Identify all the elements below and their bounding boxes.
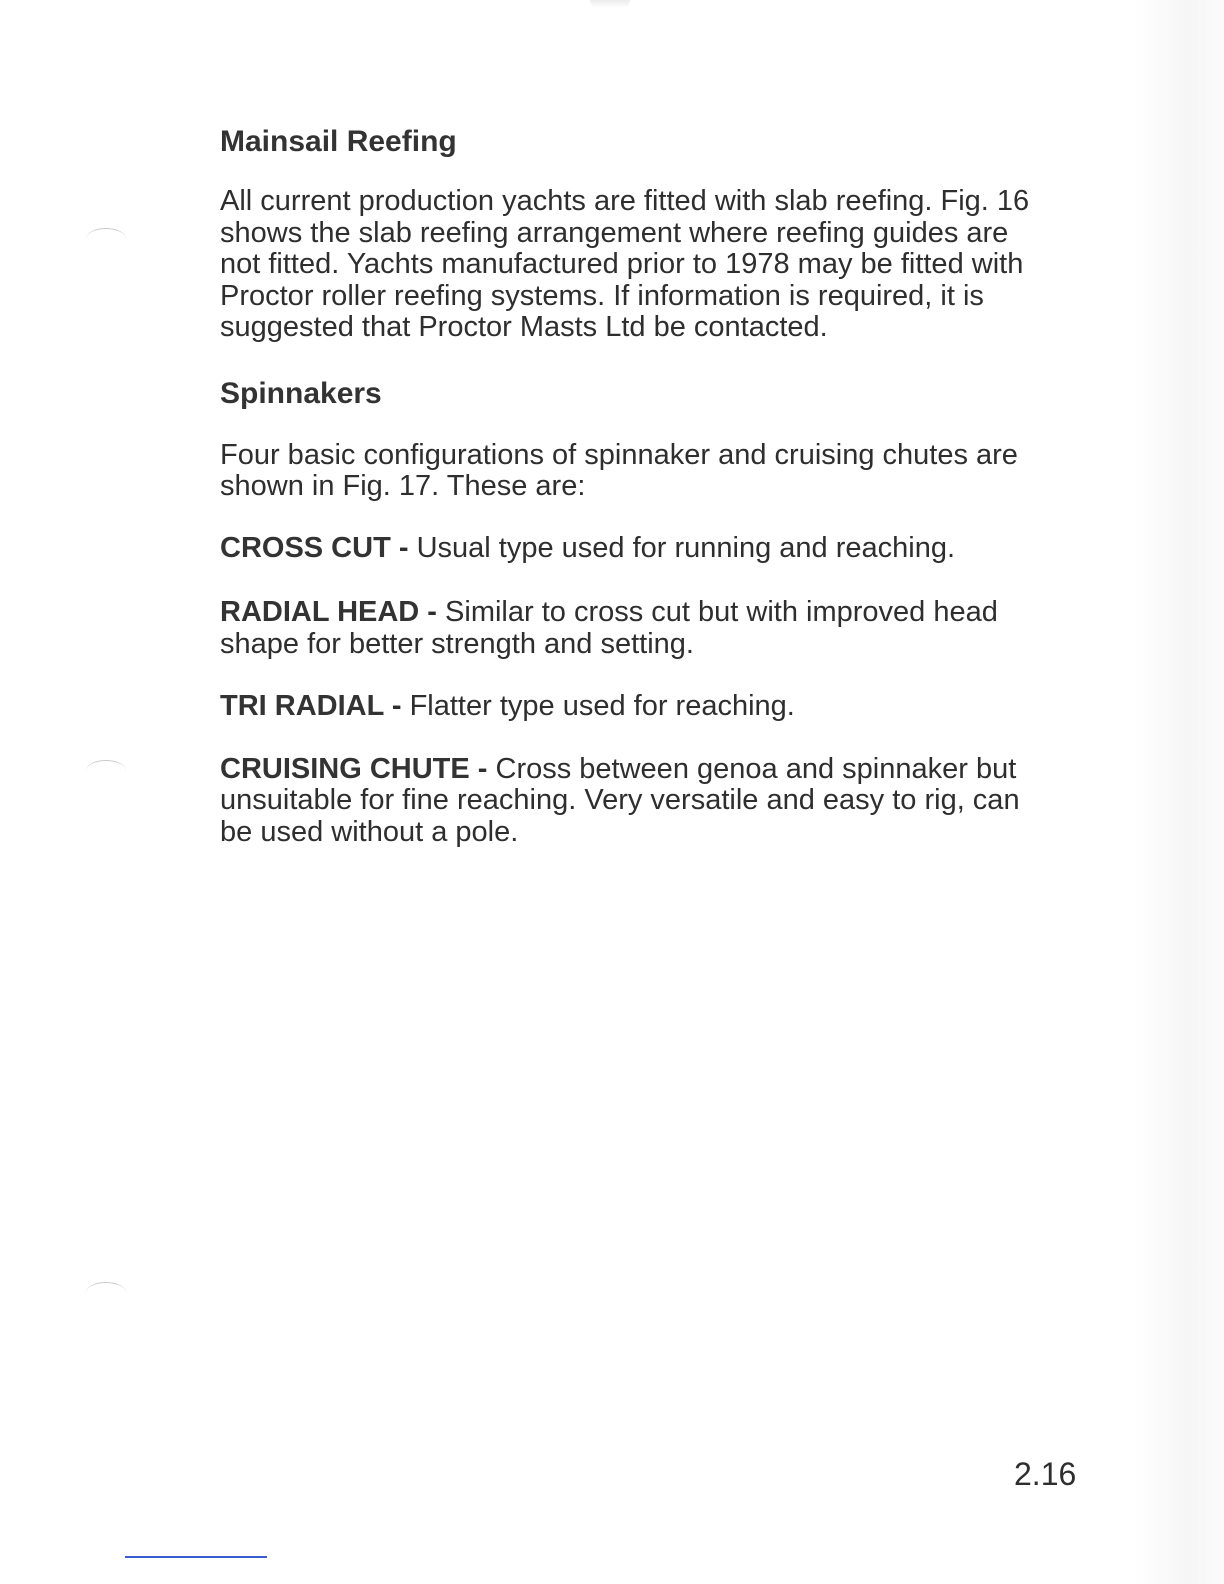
type-term: RADIAL HEAD bbox=[220, 596, 420, 628]
section-heading-spinnakers: Spinnakers bbox=[220, 376, 382, 410]
type-separator: - bbox=[419, 596, 446, 628]
type-term: CRUISING CHUTE bbox=[220, 752, 470, 785]
bottom-underline-mark bbox=[125, 1556, 267, 1558]
type-description: Flatter type used for reaching. bbox=[409, 690, 795, 722]
scan-shadow bbox=[1134, 0, 1224, 1584]
punch-hole-mark bbox=[86, 760, 126, 781]
type-description: Cross between genoa and spinnaker but unsuitable for fine reaching. Very versatile and easy to rig, can be used without a pole. bbox=[220, 752, 1020, 848]
page-content bbox=[220, 124, 1050, 848]
type-separator: - bbox=[390, 531, 417, 564]
type-separator: - bbox=[469, 752, 496, 785]
spinnaker-type-tri-radial bbox=[220, 691, 1050, 723]
mainsail-reefing-paragraph: All current production yachts are fitted with slab reefing. Fig. 16 shows the slab reefing arrangement where reefing guides are not fitted. Yachts manufactured prior to 1978 may be fitted with Proctor roller reefing systems. If information is required, it is suggested that Proctor Masts Ltd be contacted. bbox=[220, 185, 1030, 343]
type-description: Usual type used for running and reaching. bbox=[416, 531, 956, 564]
page-number: 2.16 bbox=[1014, 1456, 1077, 1492]
section-heading-mainsail-reefing: Mainsail Reefing bbox=[220, 125, 457, 158]
type-term: TRI RADIAL bbox=[220, 690, 384, 722]
type-term: CROSS CUT bbox=[220, 531, 391, 564]
spinnakers-paragraph: Four basic configurations of spinnaker and cruising chutes are shown in Fig. 17. These are: bbox=[220, 438, 1018, 502]
spinnaker-type-radial-head bbox=[220, 597, 1010, 660]
spinnaker-type-cruising-chute bbox=[220, 754, 1050, 849]
scan-mark bbox=[590, 0, 630, 8]
punch-hole-mark bbox=[86, 228, 126, 249]
spinnaker-type-cross-cut bbox=[220, 533, 1050, 565]
type-description: Similar to cross cut but with improved head shape for better strength and setting. bbox=[220, 596, 998, 660]
type-separator: - bbox=[383, 690, 410, 722]
punch-hole-mark bbox=[86, 1282, 126, 1303]
